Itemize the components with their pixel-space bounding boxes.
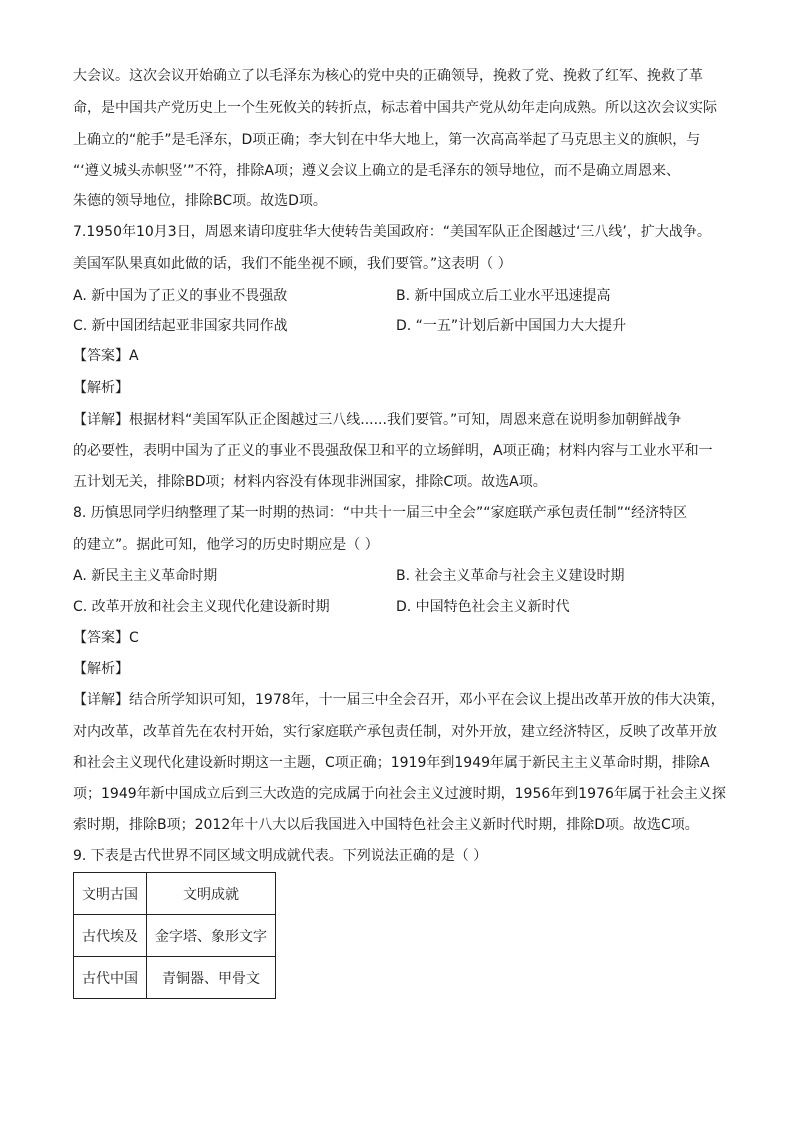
q7-analysis-label: 【解析】: [73, 380, 129, 396]
q8-option-b: B. 社会主义革命与社会主义建设时期: [396, 568, 625, 584]
table-header-row: [74, 873, 276, 915]
table-cell: 金字塔、象形文字: [147, 915, 276, 957]
q6-analysis-line-5: 朱德的领导地位，排除BC项。故选D项。: [73, 193, 327, 209]
q8-option-d: D. 中国特色社会主义新时代: [396, 599, 570, 615]
q6-analysis-line-1: 大会议。这次会议开始确立了以毛泽东为核心的党中央的正确领导，挽救了党、挽救了红军、挽救了革: [73, 68, 703, 84]
q7-stem-line-1: 7.1950年10月3日，周恩来请印度驻华大使转告美国政府：“美国军队正企图越过‘三八线’，扩大战争。: [73, 224, 711, 240]
q6-analysis-line-2: 命，是中国共产党历史上一个生死攸关的转折点，标志着中国共产党从幼年走向成熟。所以这次会议实际: [73, 100, 717, 116]
q7-option-c: C. 新中国团结起亚非国家共同作战: [73, 318, 288, 334]
table-cell: 古代中国: [74, 957, 147, 999]
q7-detail-line-3: 五计划无关，排除BD项；材料内容没有体现非洲国家，排除C项。故选A项。: [73, 474, 547, 490]
q8-detail-line-3: 和社会主义现代化建设新时期这一主题，C项正确；1919年到1949年属于新民主主义革命时期，排除A: [73, 755, 710, 771]
q8-stem-line-2: 的建立”。据此可知，他学习的历史时期应是（ ）: [73, 537, 379, 553]
q8-detail-line-5: 索时期，排除B项；2012年十八大以后我国进入中国特色社会主义新时代时期，排除D项。故选C项。: [73, 817, 699, 833]
q9-stem: 9. 下表是古代世界不同区域文明成就代表。下列说法正确的是（ ）: [73, 848, 488, 864]
table-cell: 青铜器、甲骨文: [147, 957, 276, 999]
q8-detail-line-2: 对内改革，改革首先在农村开始，实行家庭联产承包责任制，对外开放，建立经济特区，反映了改革开放: [73, 724, 717, 740]
q7-detail-line-1: 【详解】根据材料“美国军队正企图越过三八线......我们要管。”可知，周恩来意在说明参加朝鲜战争: [73, 412, 682, 428]
q8-option-a: A. 新民主主义革命时期: [73, 568, 218, 584]
q6-analysis-line-4: “‘遵义城头赤帜竖’”不符，排除A项；遵义会议上确立的是毛泽东的领导地位，而不是确立周恩来、: [73, 163, 680, 179]
q8-stem-line-1: 8. 历慎思同学归纳整理了某一时期的热词：“中共十一届三中全会”“家庭联产承包责任制”“经济特区: [73, 505, 688, 521]
civilization-table: [73, 872, 276, 999]
q7-option-d: D. “一五”计划后新中国国力大大提升: [396, 318, 627, 334]
q8-answer: 【答案】C: [73, 630, 139, 646]
q7-answer: 【答案】A: [73, 348, 139, 364]
q8-analysis-label: 【解析】: [73, 661, 129, 677]
table-row: [74, 915, 276, 957]
table-header-cell: 文明古国: [74, 873, 147, 915]
table-header-cell: 文明成就: [147, 873, 276, 915]
q7-detail-line-2: 的必要性，表明中国为了正义的事业不畏强敌保卫和平的立场鲜明，A项正确；材料内容与工业水平和一: [73, 443, 713, 459]
q8-option-c: C. 改革开放和社会主义现代化建设新时期: [73, 599, 330, 615]
q8-detail-line-4: 项；1949年新中国成立后到三大改造的完成属于向社会主义过渡时期，1956年到1976年属于社会主义探: [73, 786, 726, 802]
table-row: [74, 957, 276, 999]
q6-analysis-line-3: 上确立的“舵手”是毛泽东，D项正确；李大钊在中华大地上，第一次高高举起了马克思主义的旗帜，与: [73, 132, 701, 148]
q7-option-a: A. 新中国为了正义的事业不畏强敌: [73, 288, 288, 304]
q7-stem-line-2: 美国军队果真如此做的话，我们不能坐视不顾，我们要管。”这表明（ ）: [73, 256, 512, 272]
q7-option-b: B. 新中国成立后工业水平迅速提高: [396, 288, 611, 304]
q8-detail-line-1: 【详解】结合所学知识可知，1978年，十一届三中全会召开，邓小平在会议上提出改革开放的伟大决策，: [73, 692, 725, 708]
table-cell: 古代埃及: [74, 915, 147, 957]
